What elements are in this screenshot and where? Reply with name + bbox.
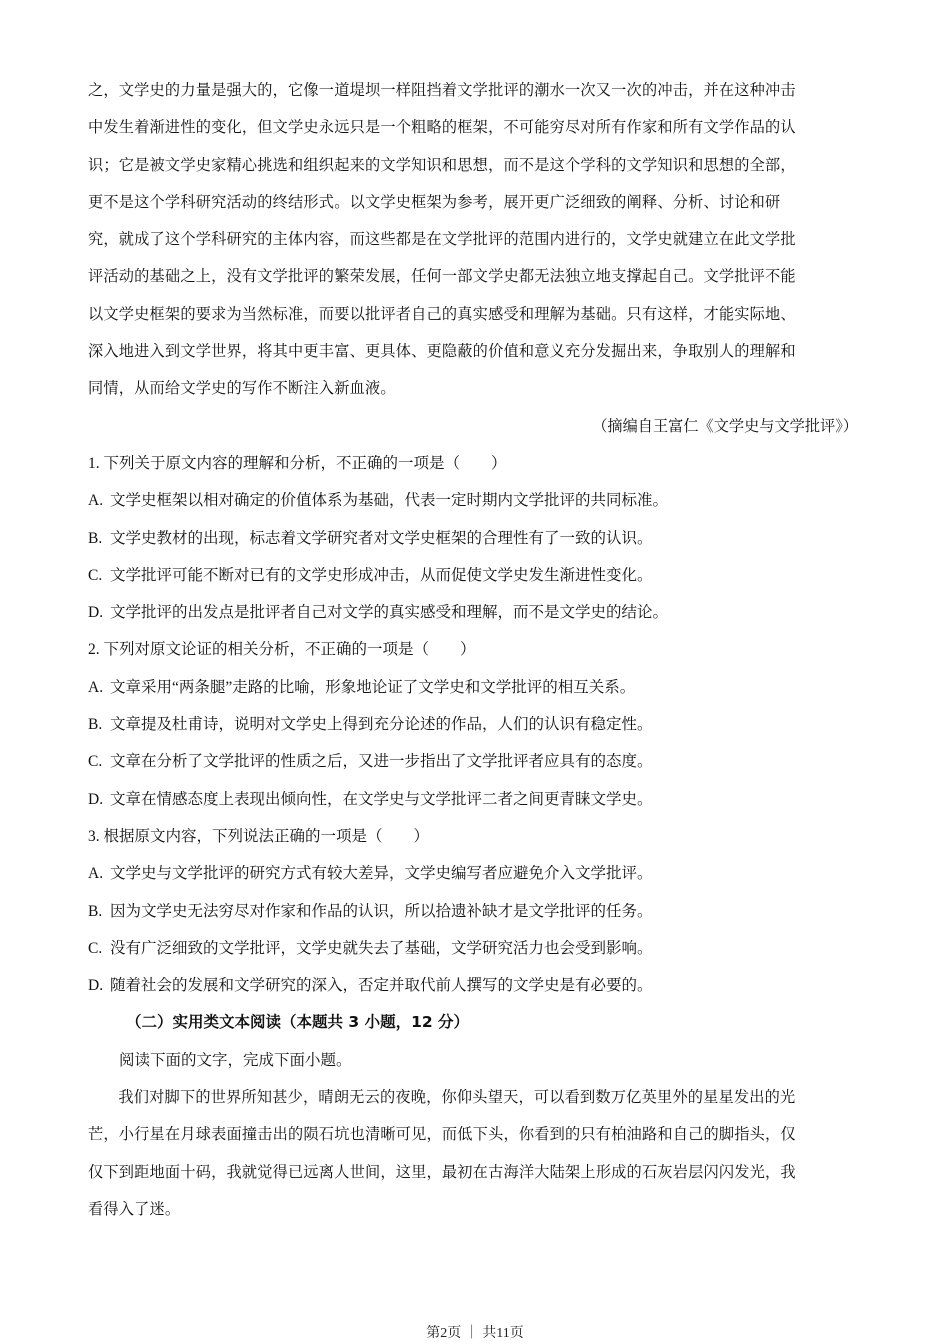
page-footer: 第2页 ｜ 共11页 <box>426 1326 524 1341</box>
option-letter: B. <box>88 716 103 734</box>
section-2 <box>88 1004 858 1228</box>
option-text: 随着社会的发展和文学研究的深入，否定并取代前人撰写的文学史是有必要的。 <box>110 977 653 995</box>
option-text: 文章在分析了文学批评的性质之后，又进一步指出了文学批评者应具有的态度。 <box>110 753 653 771</box>
section-title: （二）实用类文本阅读（本题共 3 小题，12 分） <box>126 1013 470 1032</box>
option-a[interactable] <box>88 482 858 519</box>
section-intro: 阅读下面的文字，完成下面小题。 <box>119 1051 352 1069</box>
option-letter: C. <box>88 753 103 771</box>
page-content <box>88 72 858 1228</box>
passage-line: 更不是这个学科研究活动的终结形式。以文学史框架为参考，展开更广泛细致的阐释、分析、讨论和研 <box>88 192 781 211</box>
option-d[interactable] <box>88 594 858 631</box>
option-text: 文学史与文学批评的研究方式有较大差异，文学史编写者应避免介入文学批评。 <box>110 865 653 883</box>
option-letter: D. <box>88 977 104 995</box>
passage-line: 芒，小行星在月球表面撞击出的陨石坑也清晰可见，而低下头，你看到的只有柏油路和自己的脚指头，仅 <box>88 1125 796 1144</box>
option-b[interactable] <box>88 893 858 930</box>
option-c[interactable] <box>88 557 858 594</box>
option-a[interactable] <box>88 669 858 706</box>
question-stem: 3. 根据原文内容，下列说法正确的一项是（ ） <box>88 827 430 845</box>
option-c[interactable] <box>88 743 858 780</box>
option-letter: C. <box>88 939 103 957</box>
option-letter: B. <box>88 902 103 920</box>
option-letter: B. <box>88 529 103 547</box>
option-letter: D. <box>88 604 104 622</box>
question-stem: 2. 下列对原文论证的相关分析，不正确的一项是（ ） <box>88 641 476 659</box>
option-d[interactable] <box>88 967 858 1004</box>
passage-line: 评活动的基础之上，没有文学批评的繁荣发展，任何一部文学史都无法独立地支撑起自己。文学批评不能 <box>88 267 796 286</box>
passage-line: 究，就成了这个学科研究的主体内容，而这些都是在文学批评的范围内进行的，文学史就建立在此文学批 <box>88 230 796 249</box>
passage-line: 之，文学史的力量是强大的，它像一道堤坝一样阻挡着文学批评的潮水一次又一次的冲击，并在这种冲击 <box>88 81 796 99</box>
question-2 <box>88 631 858 817</box>
option-text: 文章提及杜甫诗，说明对文学史上得到充分论述的作品，人们的认识有稳定性。 <box>110 716 653 734</box>
passage-line: 同情，从而给文学史的写作不断注入新血液。 <box>88 379 396 398</box>
option-c[interactable] <box>88 930 858 967</box>
passage-line: 仅下到距地面十码，我就觉得已远离人世间，这里，最初在古海洋大陆架上形成的石灰岩层闪闪发光，我 <box>88 1162 796 1181</box>
option-a[interactable] <box>88 855 858 892</box>
passage-1 <box>88 72 858 445</box>
passage-source: （摘编自王富仁《文学史与文学批评》） <box>592 416 858 435</box>
option-letter: A. <box>88 865 104 883</box>
passage-line: 看得入了迷。 <box>88 1199 181 1218</box>
option-d[interactable] <box>88 781 858 818</box>
option-b[interactable] <box>88 520 858 557</box>
question-stem: 1. 下列关于原文内容的理解和分析，不正确的一项是（ ） <box>88 454 507 472</box>
passage-line: 识；它是被文学史家精心挑选和组织起来的文学知识和思想，而不是这个学科的文学知识和思想的全部， <box>88 155 796 174</box>
option-text: 文学批评的出发点是批评者自己对文学的真实感受和理解，而不是文学史的结论。 <box>110 604 669 622</box>
question-3 <box>88 818 858 1004</box>
option-text: 文学批评可能不断对已有的文学史形成冲击，从而促使文学史发生渐进性变化。 <box>110 566 653 584</box>
option-letter: C. <box>88 566 103 584</box>
option-text: 因为文学史无法穷尽对作家和作品的认识，所以拾遗补缺才是文学批评的任务。 <box>110 902 653 920</box>
passage-line: 深入地进入到文学世界，将其中更丰富、更具体、更隐蔽的价值和意义充分发掘出来，争取别人的理解和 <box>88 342 796 361</box>
passage-line: 我们对脚下的世界所知甚少，晴朗无云的夜晚，你仰头望天，可以看到数万亿英里外的星星发出的光 <box>118 1088 796 1107</box>
question-1 <box>88 445 858 631</box>
option-text: 没有广泛细致的文学批评，文学史就失去了基础，文学研究活力也会受到影响。 <box>110 939 653 957</box>
option-letter: A. <box>88 678 104 696</box>
option-text: 文学史框架以相对确定的价值体系为基础，代表一定时期内文学批评的共同标准。 <box>110 492 669 510</box>
passage-line: 以文学史框架的要求为当然标准，而要以批评者自己的真实感受和理解为基础。只有这样，才能实际地、 <box>88 304 796 323</box>
option-b[interactable] <box>88 706 858 743</box>
option-text: 文章在情感态度上表现出倾向性，在文学史与文学批评二者之间更青睐文学史。 <box>110 790 653 808</box>
option-text: 文章采用“两条腿”走路的比喻，形象地论证了文学史和文学批评的相互关系。 <box>110 678 636 696</box>
option-text: 文学史教材的出现，标志着文学研究者对文学史框架的合理性有了一致的认识。 <box>110 529 653 547</box>
option-letter: A. <box>88 492 104 510</box>
option-letter: D. <box>88 790 104 808</box>
passage-line: 中发生着渐进性的变化，但文学史永远只是一个粗略的框架，不可能穷尽对所有作家和所有文学作品的认 <box>88 118 796 137</box>
